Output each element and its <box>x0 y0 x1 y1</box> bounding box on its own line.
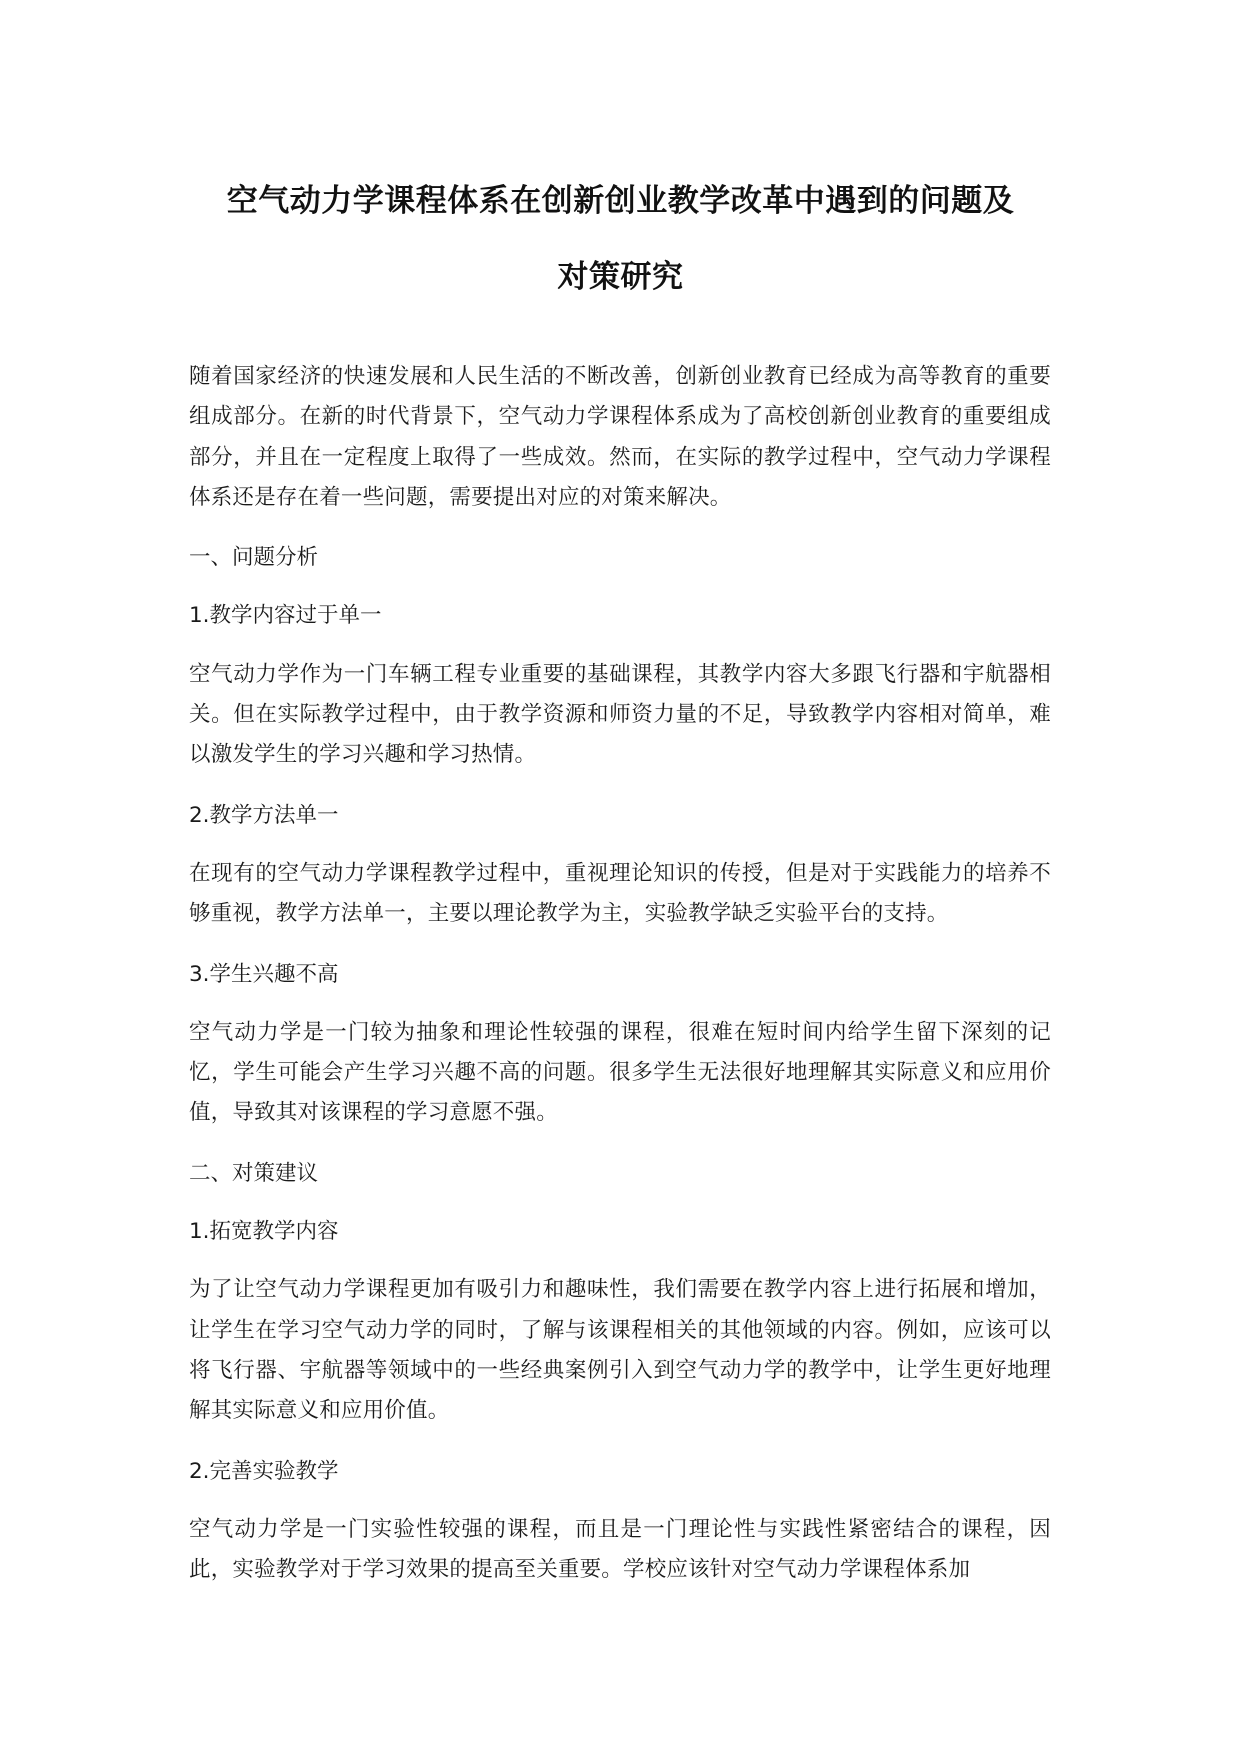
section-2-item-1-paragraph: 为了让空气动力学课程更加有吸引力和趣味性，我们需要在教学内容上进行拓展和增加，让学生在学习空气动力学的同时，了解与该课程相关的其他领域的内容。例如，应该可以将飞行器、宇航器等领域中的一些经典案例引入到空气动力学的教学中，让学生更好地理解其实际意义和应用价值。 <box>189 1277 1051 1424</box>
section-1-heading: 一、问题分析 <box>189 545 319 571</box>
section-2-item-2-paragraph: 空气动力学是一门实验性较强的课程，而且是一门理论性与实践性紧密结合的课程，因此，实验教学对于学习效果的提高至关重要。学校应该针对空气动力学课程体系加 <box>189 1516 1051 1583</box>
section-1-item-3-heading: 3.学生兴趣不高 <box>189 961 339 987</box>
section-1-item-1-paragraph: 空气动力学作为一门车辆工程专业重要的基础课程，其教学内容大多跟飞行器和宇航器相关。但在实际教学过程中，由于教学资源和师资力量的不足，导致教学内容相对简单，难以激发学生的学习兴趣和学习热情。 <box>189 661 1051 768</box>
section-1-item-3-paragraph: 空气动力学是一门较为抽象和理论性较强的课程，很难在短时间内给学生留下深刻的记忆，学生可能会产生学习兴趣不高的问题。很多学生无法很好地理解其实际意义和应用价值，导致其对该课程的学习意愿不强。 <box>189 1019 1051 1126</box>
section-1-item-2-paragraph: 在现有的空气动力学课程教学过程中，重视理论知识的传授，但是对于实践能力的培养不够重视，教学方法单一，主要以理论教学为主，实验教学缺乏实验平台的支持。 <box>189 860 1051 927</box>
section-1-item-2-heading: 2.教学方法单一 <box>189 802 339 828</box>
section-2-heading: 二、对策建议 <box>189 1160 319 1186</box>
document-title-line-1: 空气动力学课程体系在创新创业教学改革中遇到的问题及 <box>226 183 1015 219</box>
document-body <box>189 357 1051 1590</box>
intro-paragraph: 随着国家经济的快速发展和人民生活的不断改善，创新创业教育已经成为高等教育的重要组成部分。在新的时代背景下，空气动力学课程体系成为了高校创新创业教育的重要组成部分，并且在一定程度上取得了一些成效。然而，在实际的教学过程中，空气动力学课程体系还是存在着一些问题，需要提出对应的对策来解决。 <box>189 364 1051 510</box>
section-1-item-1-heading: 1.教学内容过于单一 <box>189 603 382 629</box>
section-2-item-1-heading: 1.拓宽教学内容 <box>189 1219 339 1245</box>
document-title-line-2: 对策研究 <box>557 259 684 295</box>
section-2-item-2-heading: 2.完善实验教学 <box>189 1458 339 1484</box>
